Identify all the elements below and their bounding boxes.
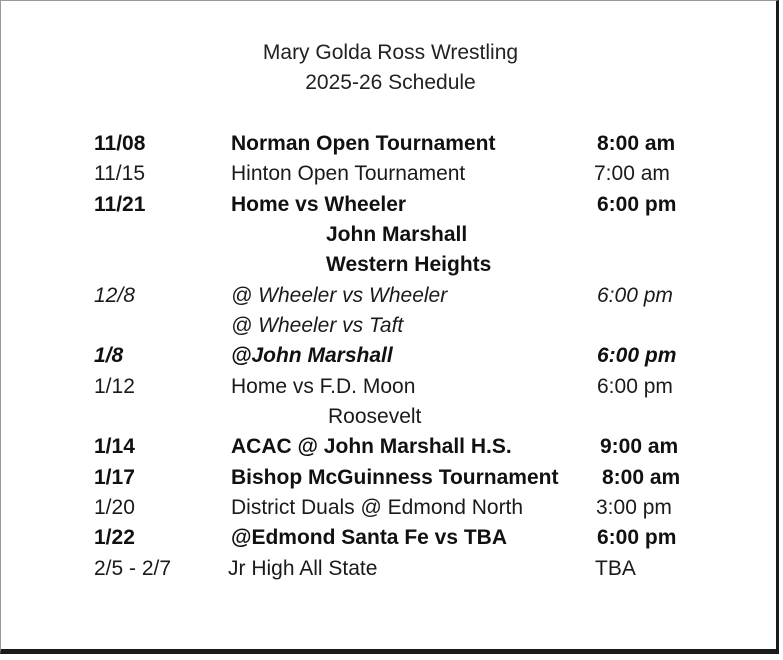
row-date: 11/21 <box>94 193 146 216</box>
schedule-row-continuation <box>1 253 780 283</box>
row-event: @Edmond Santa Fe vs TBA <box>231 526 508 549</box>
schedule-row <box>1 284 780 314</box>
row-date: 11/15 <box>94 162 145 185</box>
schedule-row <box>1 557 780 587</box>
row-date: 1/22 <box>94 526 135 549</box>
row-extra-opponent: John Marshall <box>326 223 468 246</box>
schedule-row-continuation <box>1 405 780 435</box>
page-title: Mary Golda Ross Wrestling <box>262 41 519 64</box>
row-event: Home vs Wheeler <box>231 193 407 216</box>
row-time: 6:00 pm <box>597 375 673 398</box>
row-event: Norman Open Tournament <box>231 132 496 155</box>
schedule-row <box>1 162 780 192</box>
schedule-row-continuation <box>1 223 780 253</box>
row-date: 11/08 <box>94 132 146 155</box>
schedule-row <box>1 466 780 496</box>
row-event: @ Wheeler vs Taft <box>231 314 404 337</box>
row-time: 6:00 pm <box>597 284 673 307</box>
schedule-row <box>1 496 780 526</box>
row-time: 3:00 pm <box>596 496 672 519</box>
row-date: 1/8 <box>94 344 124 367</box>
row-extra-opponent: Western Heights <box>326 253 492 276</box>
row-date: 1/14 <box>94 435 135 458</box>
row-event: Hinton Open Tournament <box>231 162 466 185</box>
row-time: 8:00 am <box>602 466 681 489</box>
row-time: 8:00 am <box>597 132 676 155</box>
schedule-row-continuation <box>1 314 780 344</box>
row-date: 1/17 <box>94 466 135 489</box>
row-date: 2/5 - 2/7 <box>94 557 172 580</box>
row-event: Home vs F.D. Moon <box>231 375 416 398</box>
row-extra-opponent: Roosevelt <box>328 405 422 428</box>
row-event: ACAC @ John Marshall H.S. <box>231 435 512 458</box>
row-time: 6:00 pm <box>597 344 677 367</box>
page-subtitle: 2025-26 Schedule <box>305 71 476 94</box>
row-time: 7:00 am <box>594 162 670 185</box>
row-time: 9:00 am <box>600 435 679 458</box>
row-date: 1/20 <box>94 496 135 519</box>
row-event: Bishop McGuinness Tournament <box>231 466 559 489</box>
row-date: 1/12 <box>94 375 135 398</box>
schedule-row <box>1 193 780 223</box>
row-event: @John Marshall <box>231 344 393 367</box>
row-date: 12/8 <box>94 284 135 307</box>
row-event: Jr High All State <box>228 557 378 580</box>
row-time: 6:00 pm <box>597 526 677 549</box>
row-event: District Duals @ Edmond North <box>231 496 524 519</box>
row-time: TBA <box>595 557 636 580</box>
schedule-row <box>1 132 780 162</box>
schedule-row <box>1 526 780 556</box>
schedule-row <box>1 435 780 465</box>
row-event: @ Wheeler vs Wheeler <box>231 284 448 307</box>
row-time: 6:00 pm <box>597 193 677 216</box>
schedule-row <box>1 344 780 374</box>
schedule-row <box>1 375 780 405</box>
